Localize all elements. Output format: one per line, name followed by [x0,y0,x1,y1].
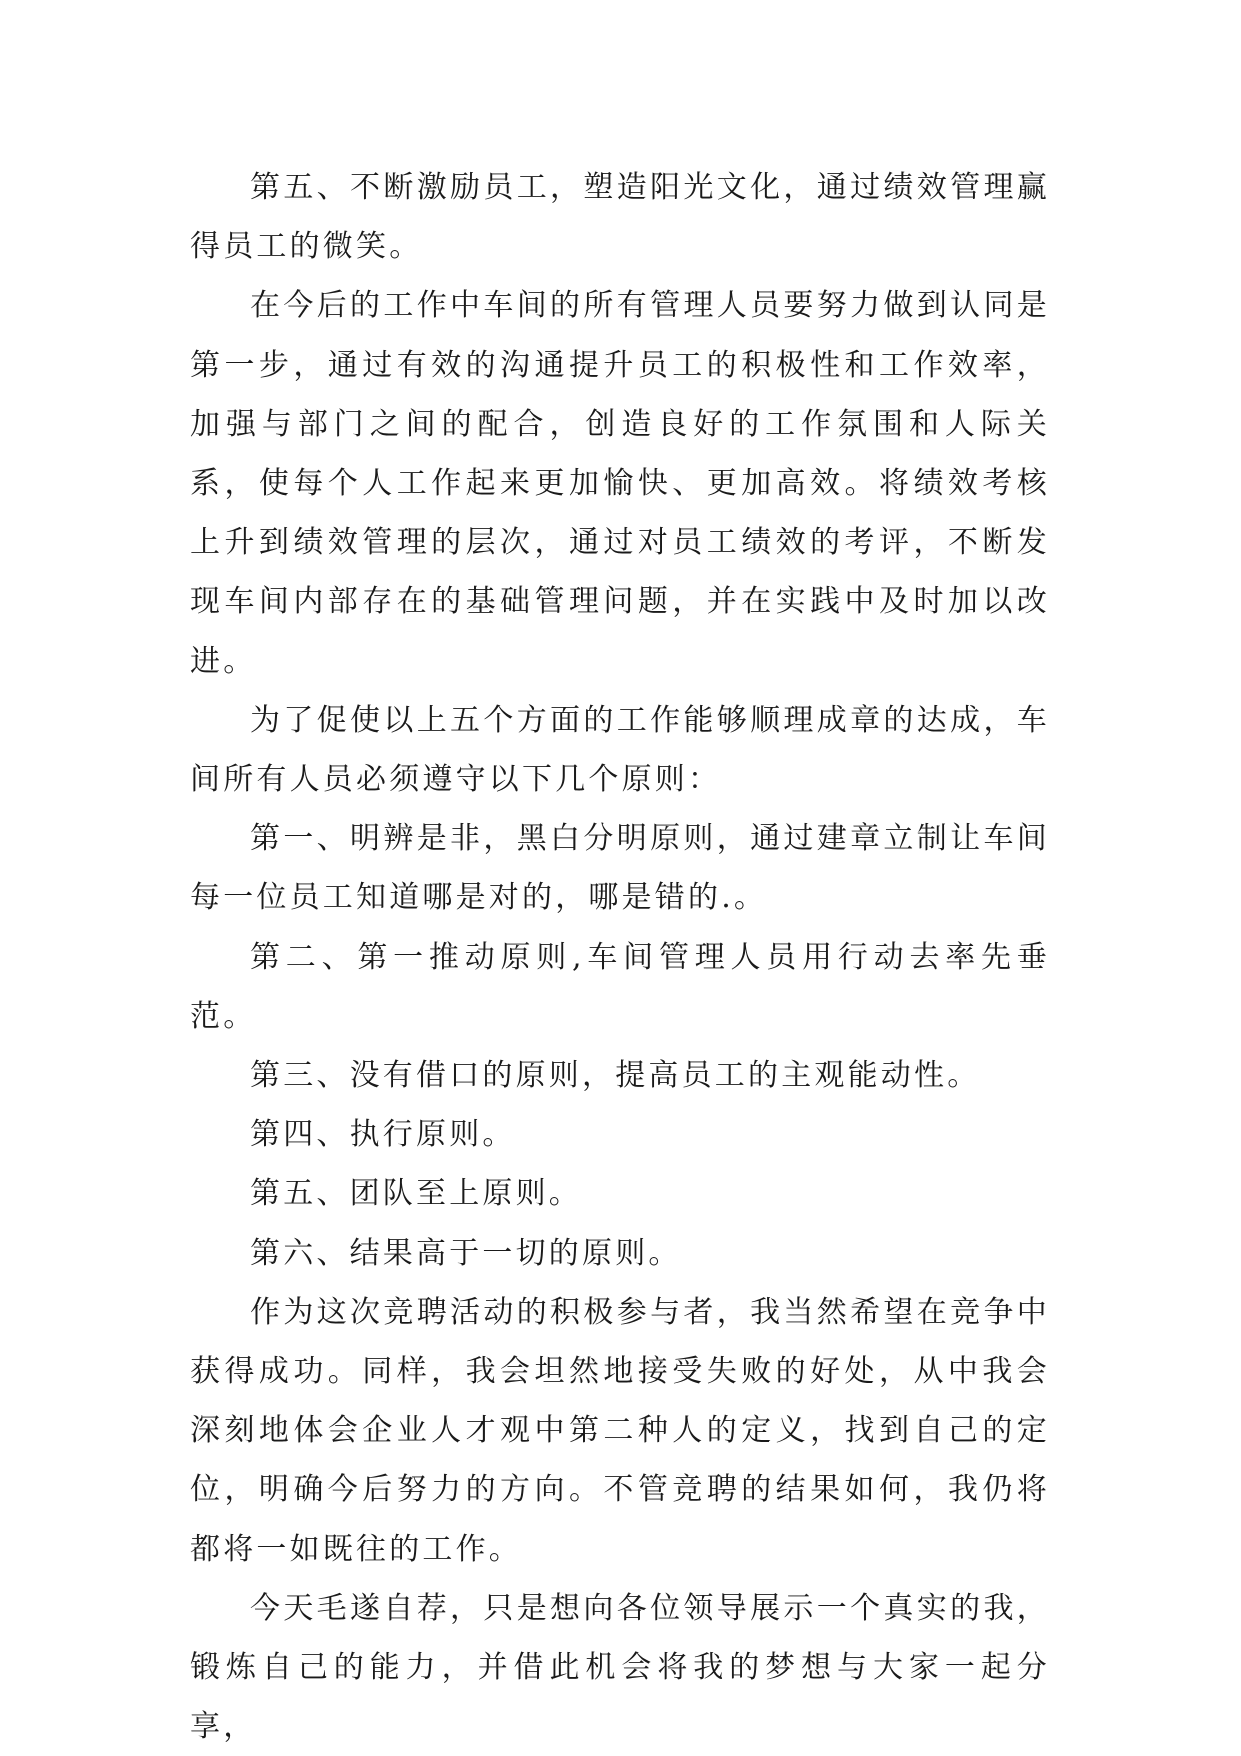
paragraph: 第六、结果高于一切的原则。 [250,1235,682,1271]
paragraph: 今天毛遂自荐，只是想向各位领导展示一个真实的我，锻炼自己的能力，并借此机会将我的梦想与大家一起分享， [190,1590,1050,1745]
paragraph: 第二、第一推动原则,车间管理人员用行动去率先垂范。 [190,939,1050,1034]
paragraph: 第三、没有借口的原则，提高员工的主观能动性。 [250,1058,981,1094]
paragraph: 第五、不断激励员工，塑造阳光文化，通过绩效管理赢得员工的微笑。 [190,170,1050,265]
paragraph: 在今后的工作中车间的所有管理人员要努力做到认同是第一步，通过有效的沟通提升员工的积极性和工作效率，加强与部门之间的配合，创造良好的工作氛围和人际关系，使每个人工作起来更加愉快、更加高效。将绩效考核上升到绩效管理的层次，通过对员工绩效的考评，不断发现车间内部存在的基础管理问题，并在实践中及时加以改进。 [190,288,1050,679]
paragraph: 第一、明辨是非，黑白分明原则，通过建章立制让车间每一位员工知道哪是对的，哪是错的.。 [190,821,1050,916]
paragraph: 第四、执行原则。 [250,1117,516,1153]
paragraph: 第五、团队至上原则。 [250,1176,582,1212]
document-body [190,158,1050,1756]
paragraph: 作为这次竞聘活动的积极参与者，我当然希望在竞争中获得成功。同样，我会坦然地接受失败的好处，从中我会深刻地体会企业人才观中第二种人的定义，找到自己的定位，明确今后努力的方向。不管竞聘的结果如何，我仍将都将一如既往的工作。 [190,1294,1050,1567]
paragraph: 为了促使以上五个方面的工作能够顺理成章的达成，车间所有人员必须遵守以下几个原则： [190,702,1050,798]
